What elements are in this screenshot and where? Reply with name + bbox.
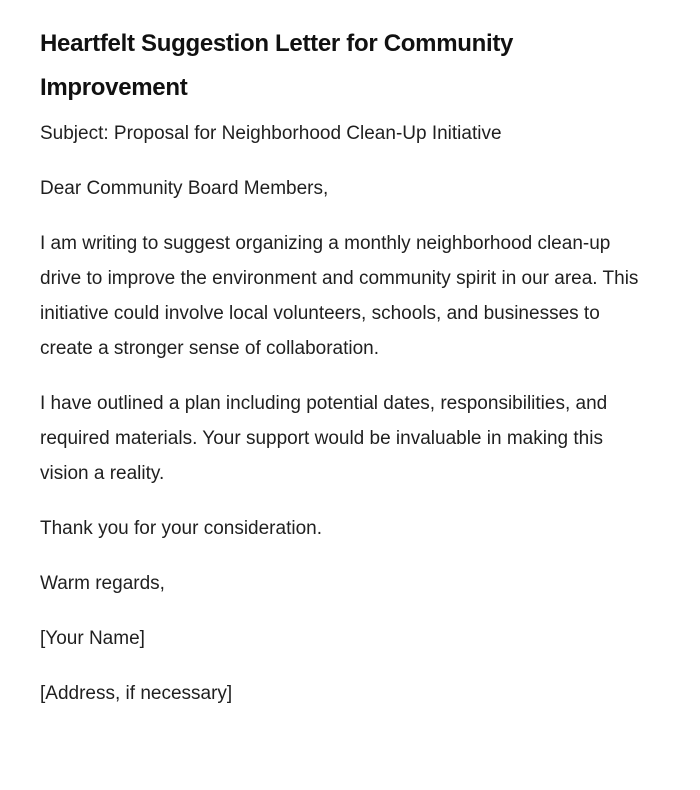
- letter: [40, 22, 650, 731]
- body-paragraph-1: I am writing to suggest organizing a monthly neighborhood clean-up drive to improve the environment and community spirit in our area. This initiative could involve local volunteers, schools, and businesses to create a stronger sense of collaboration.: [40, 233, 639, 359]
- address-placeholder: [Address, if necessary]: [40, 683, 233, 704]
- closing-line: Warm regards,: [40, 573, 165, 594]
- salutation: Dear Community Board Members,: [40, 178, 329, 199]
- body-paragraph-2: I have outlined a plan including potential dates, responsibilities, and required materials. Your support would be invaluable in making this vision a reality.: [40, 393, 608, 484]
- letter-title: Heartfelt Suggestion Letter for Community Improvement: [40, 30, 514, 101]
- subject-line: Subject: Proposal for Neighborhood Clean-Up Initiative: [40, 123, 502, 144]
- thanks-line: Thank you for your consideration.: [40, 518, 322, 539]
- name-placeholder: [Your Name]: [40, 628, 145, 649]
